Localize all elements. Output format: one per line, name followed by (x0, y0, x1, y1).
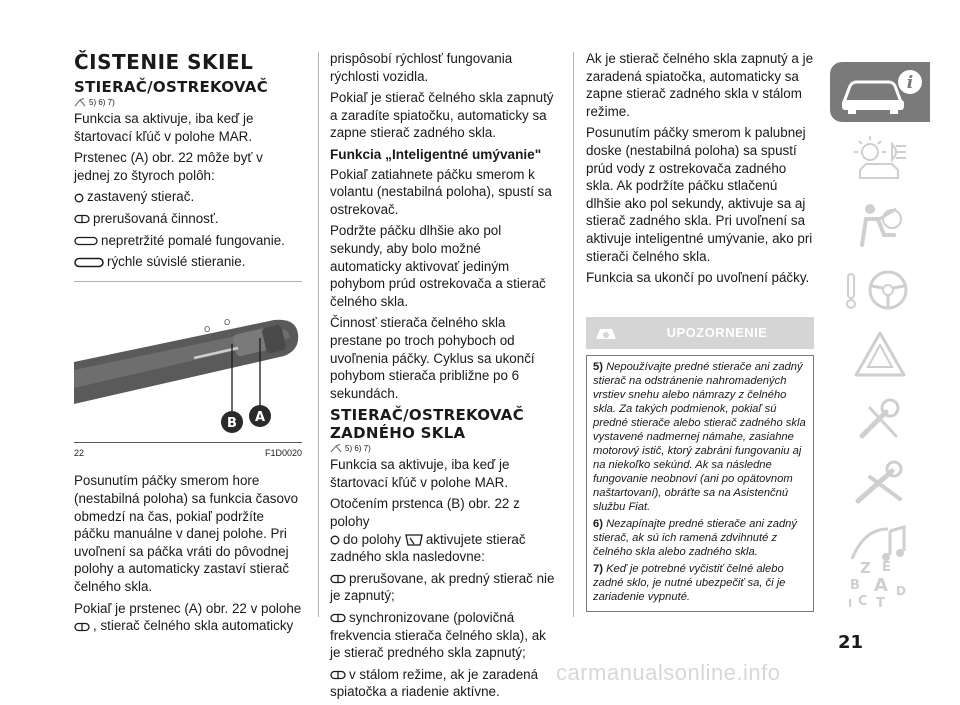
position-off: zastavený stierač. (74, 188, 302, 206)
section-title: ČISTENIE SKIEL (74, 50, 254, 74)
index-icon (830, 555, 930, 615)
svg-text:i: i (906, 73, 914, 93)
wiper-off-icon (74, 193, 84, 203)
position-fast: rýchle súvislé stieranie. (74, 253, 302, 271)
column-1 (74, 50, 302, 639)
rear-wiper-icon (405, 533, 423, 547)
divider (74, 281, 302, 282)
index-letter: C (858, 594, 868, 609)
paragraph: Otočením prstenca (B) obr. 22 z polohy do polohy aktivujete stierač zadného skla nasledovne: (330, 496, 526, 565)
warning-item-6: 6) Nezapínajte predné stierače ani zadný stierač, ak sú ich ramená zdvihnuté z čelného skla alebo zadného skla. (593, 517, 797, 558)
index-letter: B (850, 578, 860, 593)
index-letter: E (882, 560, 891, 575)
paragraph: Funkcia sa aktivuje, iba keď je štartovací kľúč v polohe MAR. (330, 457, 510, 490)
column-separator (318, 52, 319, 617)
paragraph: prispôsobí rýchlosť fungovania rýchlosti vozidla. (330, 51, 513, 84)
lights-icon (830, 130, 930, 190)
paragraph: Posunutím páčky smerom k palubnej doske (nestabilná poloha) sa spustí prúd vody z ostrekovača zadného skla. Ak podržíte páčku stlačenú dlhšie ako pol sekundy, aktivuje sa aj stierač zadného skla. Pri uvoľnení sa aktivuje inteligentné umývanie, ako pri stierači čelného skla. (586, 125, 813, 264)
wiper-intermittent-icon (330, 613, 346, 623)
wiper-fast-icon (74, 257, 104, 268)
airbag-icon (830, 195, 930, 255)
warning-refs (330, 442, 556, 456)
index-letter: D (896, 584, 906, 598)
option-synchronized: synchronizovane (polovičná frekvencia stierača čelného skla), ak je stierač predného skla zapnutý; (330, 610, 546, 661)
wiper-intermittent-icon (330, 574, 346, 584)
warning-item-7: 7) Keď je potrebné vyčistiť čelné alebo zadné sklo, je nutné ubezpečiť sa, či je zariadenie vypnuté. (593, 562, 786, 603)
option-continuous: v stálom režime, ak je zaradená spiatočka a riadenie aktívne. (330, 666, 539, 700)
tab-car-info[interactable] (830, 62, 930, 122)
refs-text: 5) 6) 7) (89, 98, 115, 108)
tab-technical[interactable] (830, 455, 930, 515)
tab-index[interactable] (830, 555, 930, 615)
paragraph: Činnosť stierača čelného skla prestane po troch pohyboch od uvoľnenia páčky. Cyklus sa ukončí pohybom stierača približne po 6 sekundách. (330, 315, 535, 401)
index-letter: T (876, 596, 885, 611)
index-letter: I (848, 597, 853, 610)
warning-triangle-icon (830, 325, 930, 385)
svg-text:O: O (204, 324, 211, 334)
figure-22 (74, 292, 302, 442)
index-letter: A (874, 575, 888, 596)
option-intermittent: prerušovane, ak predný stierač nie je zapnutý; (330, 570, 555, 604)
warning-title: UPOZORNENIE (666, 324, 768, 340)
column-2 (330, 50, 556, 705)
index-letter: Z (860, 559, 871, 577)
book-pen-icon (74, 98, 86, 108)
paragraph: Prstenec (A) obr. 22 môže byť v jednej zo štyroch polôh: (74, 150, 263, 183)
tab-starting[interactable] (830, 260, 930, 320)
tab-emergency[interactable] (830, 325, 930, 385)
tab-lights[interactable] (830, 130, 930, 190)
function-heading: Funkcia „Inteligentné umývanie" (330, 146, 542, 162)
paragraph: Funkcia sa aktivuje, iba keď je štartovací kľúč v polohe MAR. (74, 111, 254, 144)
subsection-title: STIERAČ/OSTREKOVAČ (74, 78, 268, 96)
wiper-intermittent-icon (330, 670, 346, 680)
warning-refs (74, 96, 302, 110)
paragraph: Posunutím páčky smerom hore (nestabilná poloha) sa funkcia časovo obmedzí na čas, pokiaľ podržíte páčku manuálne v danej polohe. Pri uvoľnení sa páčka vráti do pôvodnej polohy a automaticky zastaví stierač čelného skla. (74, 473, 299, 594)
tab-maintenance[interactable] (830, 390, 930, 450)
column-separator (573, 52, 574, 617)
wrench-icon (830, 455, 930, 515)
watermark: carmanualsonline.info (556, 660, 781, 685)
subsection-title: STIERAČ/OSTREKOVAČ ZADNÉHO SKLA (330, 406, 524, 443)
warning-box (586, 355, 814, 612)
wiper-off-icon (330, 535, 340, 545)
wiper-intermittent-icon (74, 214, 90, 224)
figure-number: 22 (74, 447, 85, 458)
refs-text: 5) 6) 7) (345, 444, 371, 454)
position-slow: nepretržité pomalé fungovanie. (74, 232, 302, 250)
wiper-intermittent-icon (74, 622, 90, 632)
paragraph: Podržte páčku dlhšie ako pol sekundy, aby bolo možné automaticky aktivovať jediným pohybom prúd ostrekovača a stierač čelného skla. (330, 223, 546, 309)
position-intermittent: prerušovaná činnosť. (74, 210, 302, 228)
paragraph: Ak je stierač čelného skla zapnutý a je zaradená spiatočka, automaticky sa zapne stierač zadného skla v stálom režime. (586, 51, 814, 119)
paragraph: Pokiaľ zatiahnete páčku smerom k volantu (nestabilná poloha), spustí sa ostrekovač. (330, 166, 552, 217)
tools-icon (830, 390, 930, 450)
label-a: A (254, 409, 266, 425)
wiper-stalk-illustration (74, 292, 302, 442)
car-info-icon (830, 62, 930, 122)
warning-header (586, 317, 814, 349)
label-b: B (227, 415, 237, 431)
figure-code: F1D0020 (264, 447, 302, 458)
column-3 (586, 50, 814, 612)
warning-car-icon (592, 321, 620, 345)
steering-wheel-icon (830, 260, 930, 320)
book-pen-icon (330, 444, 342, 454)
tab-safety[interactable] (830, 195, 930, 255)
warning-item-5: 5) Nepoužívajte predné stierače ani zadný stierač na odstránenie nahromadených vrstiev snehu alebo námrazy z čelného skla. Za takých podmienok, pokiaľ sú predné stierače alebo stierač zadného skla vystavené nadmernej námahe, zasiahne motorový istič, ktorý zabráni fungovaniu aj na niekoľko sekúnd. Ak sa následne fungovanie neobnoví (ani po opätovnom naštartovaní), obráťte sa na Asistenčnú službu Fiat. (593, 360, 806, 513)
paragraph: Pokiaľ je prstenec (A) obr. 22 v polohe , stierač čelného skla automaticky (74, 600, 302, 634)
wiper-slow-icon (74, 236, 98, 246)
figure-caption (74, 442, 302, 463)
page-number: 21 (838, 632, 864, 653)
paragraph: Funkcia sa ukončí po uvoľnení páčky. (586, 270, 810, 286)
paragraph: Pokiaľ je stierač čelného skla zapnutý a zaradíte spiatočku, automaticky sa zapne stierač zadného skla. (330, 90, 554, 141)
svg-text:O: O (224, 317, 231, 327)
